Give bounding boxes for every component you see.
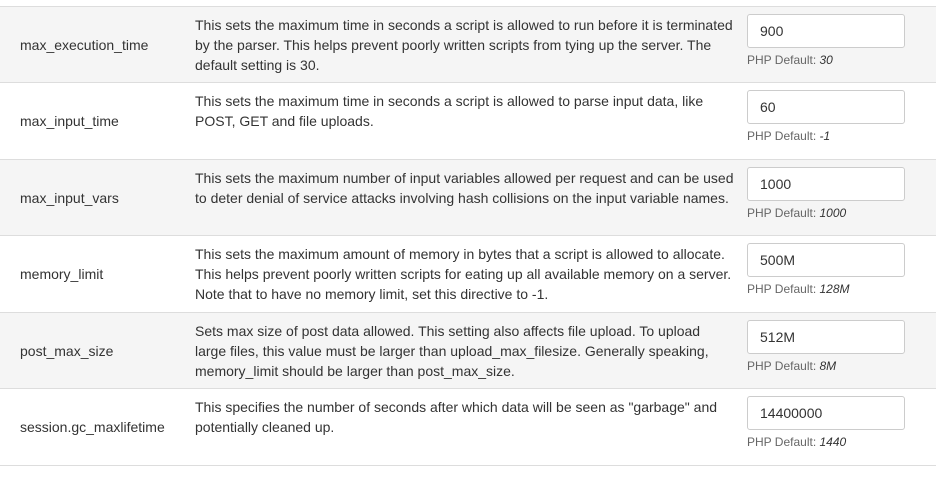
setting-name: max_input_vars	[20, 189, 119, 206]
setting-description: This sets the maximum amount of memory in bytes that a script is allowed to allocate. This helps prevent poorly written scripts for eating up all available memory on a server. Note that to have no memory limit, set this directive to -1.	[195, 246, 732, 302]
php-default-value: -1	[819, 129, 831, 143]
setting-name: session.gc_maxlifetime	[20, 419, 165, 435]
php-default	[747, 129, 830, 143]
setting-value-input[interactable]	[747, 243, 905, 277]
php-default-value: 1000	[819, 206, 847, 220]
php-default	[747, 359, 836, 373]
setting-description: This sets the maximum time in seconds a script is allowed to run before it is terminated by the parser. This helps prevent poorly written scripts from tying up the server. The default setting is 30.	[195, 17, 733, 73]
php-default-value: 8M	[819, 359, 837, 373]
php-default-value: 1440	[819, 435, 847, 449]
php-default	[747, 206, 846, 220]
setting-description: This specifies the number of seconds after which data will be seen as "garbage" and potentially cleaned up.	[195, 399, 718, 435]
setting-name: max_input_time	[20, 113, 119, 129]
php-default	[747, 435, 846, 449]
php-default-label: PHP Default:	[747, 53, 817, 67]
setting-value-input[interactable]	[747, 90, 905, 124]
setting-row-max-execution-time	[0, 7, 936, 83]
php-default	[747, 53, 833, 67]
setting-row-session-gc-maxlifetime	[0, 389, 936, 466]
php-default-label: PHP Default:	[747, 282, 817, 296]
setting-value-input[interactable]	[747, 320, 905, 354]
setting-row-max-input-time	[0, 83, 936, 160]
php-default-value: 30	[819, 53, 833, 67]
setting-value-input[interactable]	[747, 167, 905, 201]
setting-name: max_execution_time	[20, 36, 149, 53]
setting-description: This sets the maximum time in seconds a script is allowed to parse input data, like POST, GET and file uploads.	[195, 93, 704, 129]
php-default-label: PHP Default:	[747, 359, 817, 373]
setting-description: Sets max size of post data allowed. This setting also affects file upload. To upload large files, this value must be larger than upload_max_filesize. Generally speaking, memory_limit should be larger than post_max_size.	[195, 323, 709, 379]
setting-name: memory_limit	[20, 266, 104, 282]
php-settings-table	[0, 6, 936, 466]
setting-row-max-input-vars	[0, 160, 936, 236]
setting-name: post_max_size	[20, 342, 114, 359]
php-default-label: PHP Default:	[747, 129, 817, 143]
php-default-label: PHP Default:	[747, 435, 817, 449]
setting-row-memory-limit	[0, 236, 936, 313]
setting-description: This sets the maximum number of input variables allowed per request and can be used to deter denial of service attacks involving hash collisions on the input variable names.	[195, 170, 734, 206]
setting-value-input[interactable]	[747, 14, 905, 48]
setting-value-input[interactable]	[747, 396, 905, 430]
setting-row-post-max-size	[0, 313, 936, 389]
php-default-label: PHP Default:	[747, 206, 817, 220]
php-default-value: 128M	[819, 282, 850, 296]
php-default	[747, 282, 850, 296]
